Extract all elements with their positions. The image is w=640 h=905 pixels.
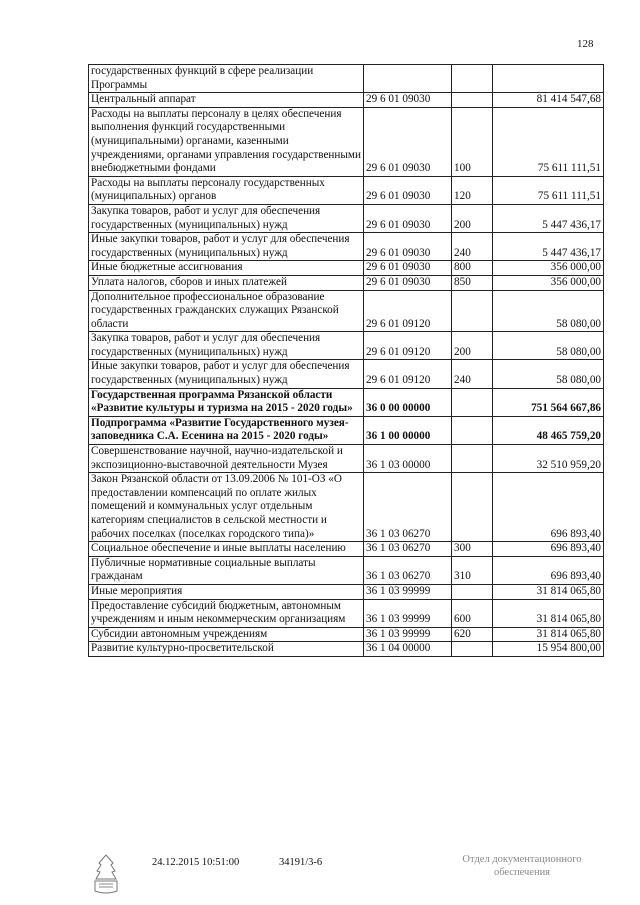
- table-row: [89, 584, 604, 599]
- row-amount-cell: 751 564 667,86: [493, 388, 604, 416]
- row-amount-cell: 75 611 111,51: [493, 176, 604, 204]
- table-row: [89, 473, 604, 542]
- row-code-cell: 29 6 01 09030: [364, 176, 452, 204]
- table-row: [89, 388, 604, 416]
- row-name-cell: Закупка товаров, работ и услуг для обеспечения государственных (муниципальных) нужд: [89, 332, 364, 360]
- row-type-cell: 120: [452, 176, 493, 204]
- table-row: [89, 275, 604, 290]
- row-type-cell: [452, 290, 493, 332]
- row-code-cell: 36 1 03 06270: [364, 556, 452, 584]
- row-code-cell: 36 1 03 00000: [364, 445, 452, 473]
- row-amount-cell: 696 893,40: [493, 556, 604, 584]
- row-code-cell: 36 1 03 06270: [364, 542, 452, 557]
- row-type-cell: 200: [452, 204, 493, 232]
- table-row: [89, 93, 604, 108]
- table-row: [89, 556, 604, 584]
- table-row: [89, 233, 604, 261]
- row-code-cell: 29 6 01 09030: [364, 107, 452, 176]
- row-code-cell: [364, 65, 452, 93]
- row-name-cell: Иные закупки товаров, работ и услуг для обеспечения государственных (муниципальных) нужд: [89, 360, 364, 388]
- row-name-cell: Государственная программа Рязанской области «Развитие культуры и туризма на 2015 - 2020 годы»: [89, 388, 364, 416]
- row-type-cell: 800: [452, 261, 493, 276]
- row-amount-cell: 58 080,00: [493, 360, 604, 388]
- row-code-cell: 29 6 01 09030: [364, 204, 452, 232]
- table-row: [89, 176, 604, 204]
- row-amount-cell: 15 954 800,00: [493, 642, 604, 657]
- row-amount-cell: 31 814 065,80: [493, 627, 604, 642]
- row-amount-cell: 356 000,00: [493, 261, 604, 276]
- table-row: [89, 445, 604, 473]
- row-type-cell: [452, 642, 493, 657]
- row-name-cell: Иные мероприятия: [89, 584, 364, 599]
- footer-date: 24.12.2015 10:51:00: [152, 857, 240, 868]
- row-type-cell: [452, 93, 493, 108]
- table-row: [89, 107, 604, 176]
- row-type-cell: [452, 584, 493, 599]
- table-row: [89, 290, 604, 332]
- row-name-cell: Закон Рязанской области от 13.09.2006 № 101-ОЗ «О предоставлении компенсаций по оплате жилых помещений и коммунальных услуг отдельным категориям специалистов в сельской местности и рабочих поселках (поселках городского типа)»: [89, 473, 364, 542]
- row-amount-cell: 48 465 759,20: [493, 416, 604, 444]
- row-type-cell: 200: [452, 332, 493, 360]
- row-type-cell: [452, 445, 493, 473]
- row-type-cell: [452, 416, 493, 444]
- table-row: [89, 416, 604, 444]
- row-amount-cell: 58 080,00: [493, 290, 604, 332]
- row-amount-cell: 696 893,40: [493, 542, 604, 557]
- coat-of-arms-icon: [91, 853, 121, 895]
- row-code-cell: 36 1 00 00000: [364, 416, 452, 444]
- row-type-cell: 240: [452, 360, 493, 388]
- budget-table: [88, 64, 604, 657]
- footer-department: [447, 853, 597, 879]
- table-row: [89, 204, 604, 232]
- row-name-cell: Подпрограмма «Развитие Государственного музея-заповедника С.А. Есенина на 2015 - 2020 годы»: [89, 416, 364, 444]
- row-code-cell: 36 1 03 99999: [364, 599, 452, 627]
- row-name-cell: Закупка товаров, работ и услуг для обеспечения государственных (муниципальных) нужд: [89, 204, 364, 232]
- row-type-cell: 310: [452, 556, 493, 584]
- row-amount-cell: 31 814 065,80: [493, 584, 604, 599]
- row-code-cell: 29 6 01 09030: [364, 93, 452, 108]
- row-amount-cell: 31 814 065,80: [493, 599, 604, 627]
- footer-department-line1: Отдел документационного: [462, 854, 582, 865]
- row-amount-cell: 58 080,00: [493, 332, 604, 360]
- row-type-cell: 240: [452, 233, 493, 261]
- row-name-cell: Иные бюджетные ассигнования: [89, 261, 364, 276]
- row-type-cell: 300: [452, 542, 493, 557]
- row-code-cell: 29 6 01 09030: [364, 233, 452, 261]
- row-name-cell: Иные закупки товаров, работ и услуг для обеспечения государственных (муниципальных) нужд: [89, 233, 364, 261]
- table-row: [89, 360, 604, 388]
- page-number: 128: [577, 38, 594, 50]
- footer-doc-number: 34191/3-6: [279, 857, 323, 868]
- row-name-cell: Социальное обеспечение и иные выплаты населению: [89, 542, 364, 557]
- row-name-cell: Субсидии автономным учреждениям: [89, 627, 364, 642]
- row-name-cell: Расходы на выплаты персоналу государственных (муниципальных) органов: [89, 176, 364, 204]
- row-type-cell: [452, 65, 493, 93]
- row-amount-cell: 32 510 959,20: [493, 445, 604, 473]
- table-row: [89, 332, 604, 360]
- row-type-cell: 600: [452, 599, 493, 627]
- row-type-cell: 850: [452, 275, 493, 290]
- row-name-cell: Развитие культурно-просветительской: [89, 642, 364, 657]
- row-code-cell: 29 6 01 09030: [364, 275, 452, 290]
- row-type-cell: [452, 473, 493, 542]
- row-code-cell: 36 1 04 00000: [364, 642, 452, 657]
- row-name-cell: Дополнительное профессиональное образование государственных гражданских служащих Рязанской области: [89, 290, 364, 332]
- row-type-cell: 100: [452, 107, 493, 176]
- table-row: [89, 542, 604, 557]
- row-amount-cell: 5 447 436,17: [493, 233, 604, 261]
- row-type-cell: [452, 388, 493, 416]
- row-name-cell: Центральный аппарат: [89, 93, 364, 108]
- row-type-cell: 620: [452, 627, 493, 642]
- row-name-cell: Предоставление субсидий бюджетным, автономным учреждениям и иным некоммерческим организациям: [89, 599, 364, 627]
- row-amount-cell: 696 893,40: [493, 473, 604, 542]
- row-amount-cell: 75 611 111,51: [493, 107, 604, 176]
- row-code-cell: 29 6 01 09030: [364, 261, 452, 276]
- row-name-cell: Совершенствование научной, научно-издательской и экспозиционно-выставочной деятельности Музея: [89, 445, 364, 473]
- row-code-cell: 29 6 01 09120: [364, 332, 452, 360]
- footer-department-line2: обеспечения: [493, 867, 551, 878]
- row-amount-cell: [493, 65, 604, 93]
- table-row: [89, 65, 604, 93]
- row-amount-cell: 356 000,00: [493, 275, 604, 290]
- row-code-cell: 29 6 01 09120: [364, 360, 452, 388]
- row-amount-cell: 81 414 547,68: [493, 93, 604, 108]
- budget-table-body: [89, 65, 604, 657]
- row-amount-cell: 5 447 436,17: [493, 204, 604, 232]
- row-code-cell: 29 6 01 09120: [364, 290, 452, 332]
- table-row: [89, 261, 604, 276]
- row-code-cell: 36 1 03 99999: [364, 627, 452, 642]
- row-name-cell: Расходы на выплаты персоналу в целях обеспечения выполнения функций государственными (муниципальными) органами, казенными учреждениями, органами управления государственными внебюджетными фондами: [89, 107, 364, 176]
- table-row: [89, 642, 604, 657]
- row-name-cell: государственных функций в сфере реализации Программы: [89, 65, 364, 93]
- row-code-cell: 36 1 03 06270: [364, 473, 452, 542]
- table-row: [89, 599, 604, 627]
- row-code-cell: 36 1 03 99999: [364, 584, 452, 599]
- row-name-cell: Уплата налогов, сборов и иных платежей: [89, 275, 364, 290]
- row-name-cell: Публичные нормативные социальные выплаты гражданам: [89, 556, 364, 584]
- row-code-cell: 36 0 00 00000: [364, 388, 452, 416]
- table-row: [89, 627, 604, 642]
